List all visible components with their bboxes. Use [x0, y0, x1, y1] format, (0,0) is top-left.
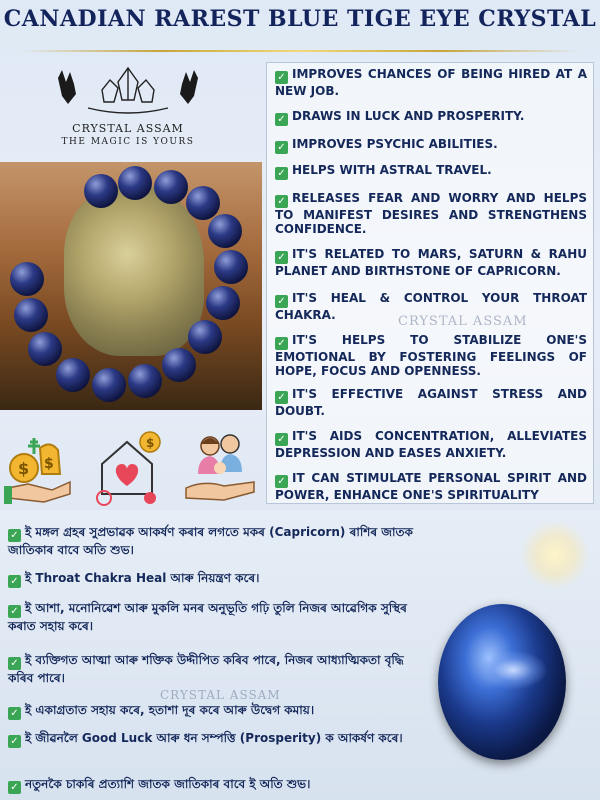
- crystal-hands-icon: [48, 60, 208, 120]
- check-icon: ✓: [275, 251, 288, 264]
- check-icon: ✓: [8, 781, 21, 794]
- assamese-benefit-item: ✓ ই একাগ্ৰতাত সহায় কৰে, হতাশা দূৰ কৰে আৰু উদ্বেগ কমায়।: [8, 702, 433, 720]
- benefit-item: ✓ IT'S HELPS TO STABILIZE ONE'S EMOTIONAL BY FOSTERING FEELINGS OF HOPE, FOCUS AND OPENNESS.: [275, 333, 587, 378]
- gold-divider: [20, 50, 580, 52]
- bead: [206, 286, 240, 320]
- assamese-benefit-item: ✓ ই Throat Chakra Heal আৰু নিয়ন্ত্ৰণ কৰে।: [8, 570, 433, 588]
- bead: [92, 368, 126, 402]
- check-icon: ✓: [8, 657, 21, 670]
- check-icon: ✓: [275, 71, 288, 84]
- check-icon: ✓: [275, 337, 288, 350]
- benefit-item: ✓ DRAWS IN LUCK AND PROSPERITY.: [275, 109, 587, 126]
- bead: [208, 214, 242, 248]
- benefit-item: ✓ RELEASES FEAR AND WORRY AND HELPS TO MANIFEST DESIRES AND STRENGTHENS CONFIDENCE.: [275, 191, 587, 236]
- check-icon: ✓: [8, 735, 21, 748]
- bead: [118, 166, 152, 200]
- product-photo: [0, 162, 262, 410]
- bead: [28, 332, 62, 366]
- sparkle-glow: [520, 520, 590, 590]
- check-icon: ✓: [275, 141, 288, 154]
- benefit-item: ✓ IT'S RELATED TO MARS, SATURN & RAHU PLANET AND BIRTHSTONE OF CAPRICORN.: [275, 247, 587, 278]
- check-icon: ✓: [275, 391, 288, 404]
- bead: [214, 250, 248, 284]
- bead: [84, 174, 118, 208]
- brand-logo: [48, 60, 208, 150]
- assamese-benefit-item: ✓ ই ব্যক্তিগত আত্মা আৰু শক্তিক উদ্দীপিত কৰিব পাৰে, নিজৰ আধ্যাত্মিকতা বৃদ্ধি কৰিব পাৰে।: [8, 653, 404, 685]
- raw-stone: [64, 186, 204, 356]
- bead: [56, 358, 90, 392]
- svg-text:$: $: [146, 436, 155, 450]
- stone-chatoyancy: [478, 650, 548, 690]
- assamese-benefit-item: ✓ ই জীৱনলৈ Good Luck আৰু ধন সম্পত্তি (Prosperity) ক আকৰ্ষণ কৰে।: [8, 730, 433, 748]
- family-hand-icon: [184, 428, 258, 510]
- check-icon: ✓: [275, 475, 288, 488]
- watermark-logo: CRYSTAL ASSAM: [398, 314, 528, 329]
- bead: [188, 320, 222, 354]
- benefit-item: ✓ IT CAN STIMULATE PERSONAL SPIRIT AND POWER, ENHANCE ONE'S SPIRITUALITY: [275, 471, 587, 502]
- check-icon: ✓: [275, 167, 288, 180]
- svg-text:$: $: [44, 456, 54, 472]
- page-title: CANADIAN RAREST BLUE TIGE EYE CRYSTAL: [3, 6, 597, 32]
- home-heart-icon: [92, 428, 166, 510]
- watermark-logo: CRYSTAL ASSAM: [160, 688, 281, 702]
- benefit-item: ✓ IT'S AIDS CONCENTRATION, ALLEVIATES DEPRESSION AND EASES ANXIETY.: [275, 429, 587, 460]
- benefit-item: ✓ HELPS WITH ASTRAL TRAVEL.: [275, 163, 587, 180]
- check-icon: ✓: [275, 195, 288, 208]
- check-icon: ✓: [8, 529, 21, 542]
- money-hand-icon: [4, 428, 78, 510]
- assamese-benefit-item: ✓ ই মঙ্গল গ্ৰহৰ সুপ্ৰভাৱক আকৰ্ষণ কৰাৰ লগতে মকৰ (Capricorn) ৰাশিৰ জাতক জাতিকাৰ বাবে অতি শুভ।: [8, 525, 413, 557]
- bead: [186, 186, 220, 220]
- logo-brand-text: CRYSTAL ASSAM: [72, 122, 184, 135]
- bead: [154, 170, 188, 204]
- benefit-item: ✓ IT'S EFFECTIVE AGAINST STRESS AND DOUBT.: [275, 387, 587, 418]
- check-icon: ✓: [275, 433, 288, 446]
- bead: [162, 348, 196, 382]
- benefit-item: ✓ IT'S HEAL & CONTROL YOUR THROAT CHAKRA.: [275, 291, 587, 322]
- bead: [128, 364, 162, 398]
- bead: [14, 298, 48, 332]
- assamese-benefit-item: ✓ ই আশা, মনোনিৱেশ আৰু মুকলি মনৰ অনুভূতি গঢ়ি তুলি নিজৰ আৱেগিক সুস্থিৰ কৰাত সহায় কৰে।: [8, 601, 407, 633]
- check-icon: ✓: [8, 575, 21, 588]
- check-icon: ✓: [275, 295, 288, 308]
- svg-text:$: $: [18, 459, 30, 478]
- benefit-item: ✓ IMPROVES CHANCES OF BEING HIRED AT A NEW JOB.: [275, 67, 587, 98]
- bead: [10, 262, 44, 296]
- check-icon: ✓: [275, 113, 288, 126]
- logo-tagline: THE MAGIC IS YOURS: [61, 137, 195, 147]
- check-icon: ✓: [8, 707, 21, 720]
- benefit-icons: [0, 428, 262, 510]
- assamese-benefit-item: ✓ নতুনকৈ চাকৰি প্ৰত্যাশি জাতক জাতিকাৰ বাবে ই অতি শুভ।: [8, 776, 433, 794]
- benefit-item: ✓ IMPROVES PSYCHIC ABILITIES.: [275, 137, 587, 154]
- english-benefits-panel: [266, 62, 594, 504]
- check-icon: ✓: [8, 605, 21, 618]
